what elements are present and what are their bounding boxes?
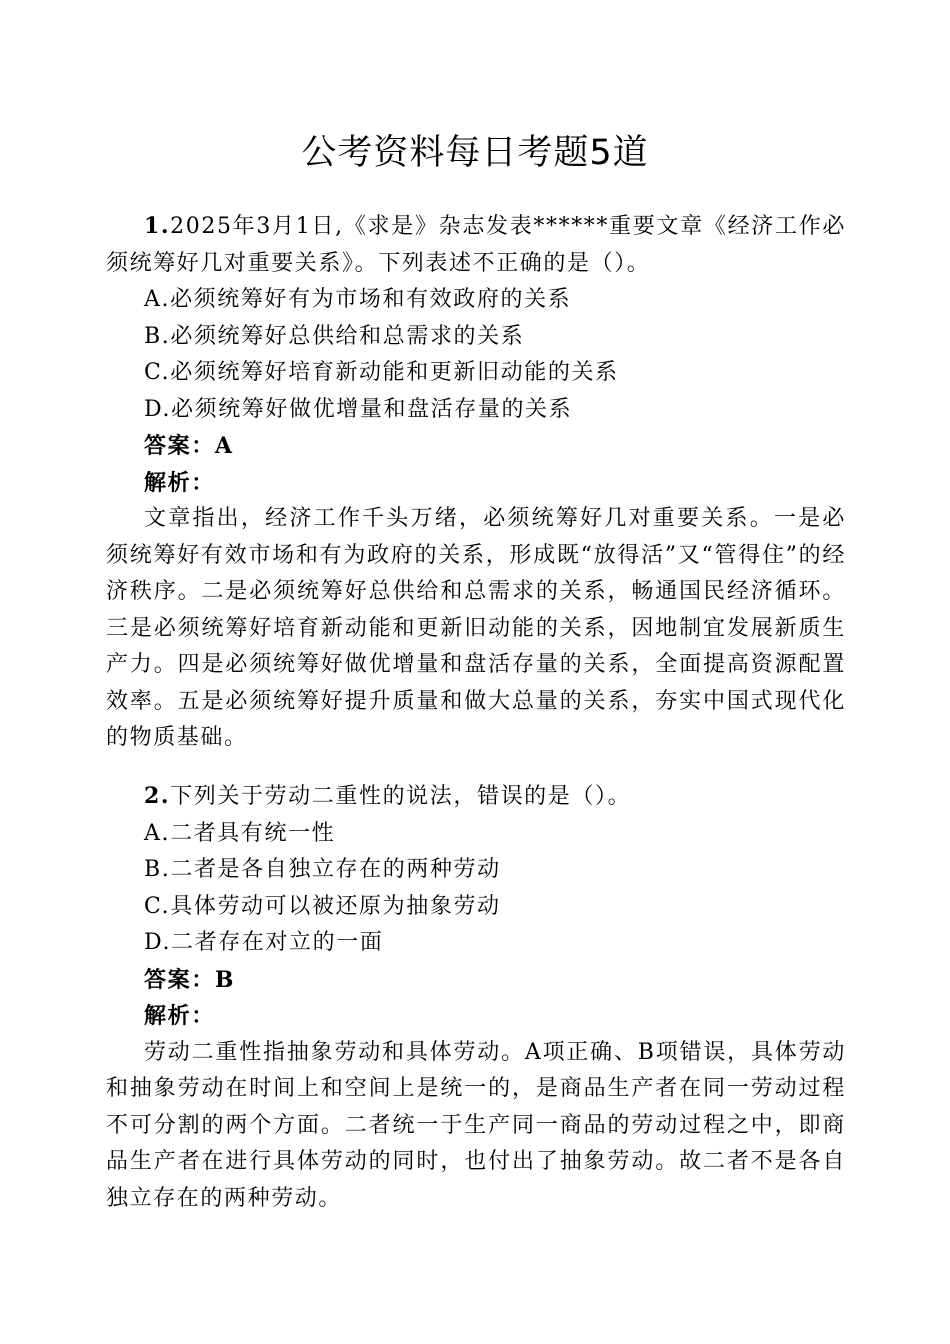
question-2-option-b: B.二者是各自独立存在的两种劳动: [144, 857, 501, 882]
question-2-answer: [106, 962, 846, 999]
question-2: [106, 778, 846, 1217]
question-1-option-d: D.必须统筹好做优增量和盘活存量的关系: [144, 396, 573, 422]
question-2-analysis: 劳动二重性指抽象劳动和具体劳动。A项正确、B项错误，具体劳动和抽象劳动在时间上和空间上是统一的，是商品生产者在同一劳动过程不可分割的两个方面。二者统一于生产同一商品的劳动过程之中，即商品生产者在进行具体劳动的同时，也付出了抽象劳动。故二者不是各自独立存在的两种劳动。: [106, 1039, 846, 1211]
question-1-option-b: B.必须统筹好总供给和总需求的关系: [144, 323, 525, 349]
question-1-analysis: 文章指出，经济工作千头万绪，必须统筹好几对重要关系。一是必须统筹好有效市场和有为政府的关系，形成既“放得活”又“管得住”的经济秩序。二是必须统筹好总供给和总需求的关系，畅通国民经济循环。三是必须统筹好培育新动能和更新旧动能的关系，因地制宜发展新质生产力。四是必须统筹好做优增量和盘活存量的关系，全面提高资源配置效率。五是必须统筹好提升质量和做大总量的关系，夯实中国式现代化的物质基础。: [106, 506, 846, 750]
question-1: [106, 208, 846, 757]
question-1-option-c: C.必须统筹好培育新动能和更新旧动能的关系: [144, 360, 619, 385]
question-1-stem-text: 2025年3月1日,《求是》杂志发表******重要文章《经济工作必须统筹好几对重要关系》。下列表述不正确的是（）。: [106, 214, 846, 276]
question-1-analysis-label: 解析：: [144, 469, 215, 496]
question-1-stem: [106, 208, 846, 282]
question-1-answer: [106, 428, 846, 465]
question-2-answer-label: 答案：: [144, 966, 215, 993]
question-1-number: 1.: [144, 213, 171, 239]
question-2-answer-value: B: [214, 966, 236, 993]
question-2-stem-text: 下列关于劳动二重性的说法，错误的是（）。: [170, 784, 632, 809]
question-1-answer-label: 答案：: [144, 433, 215, 459]
page-title: 公考资料每日考题5道: [301, 133, 649, 173]
question-2-option-c: C.具体劳动可以被还原为抽象劳动: [144, 893, 501, 919]
question-2-number: 2.: [144, 783, 171, 809]
question-2-stem: [106, 778, 846, 816]
question-2-option-a: A.二者具有统一性: [144, 820, 336, 846]
question-1-answer-value: A: [214, 433, 234, 459]
question-2-option-d: D.二者存在对立的一面: [144, 930, 384, 955]
question-2-analysis-label: 解析：: [144, 1003, 215, 1029]
question-1-option-a: A.必须统筹好有为市场和有效政府的关系: [144, 287, 572, 312]
